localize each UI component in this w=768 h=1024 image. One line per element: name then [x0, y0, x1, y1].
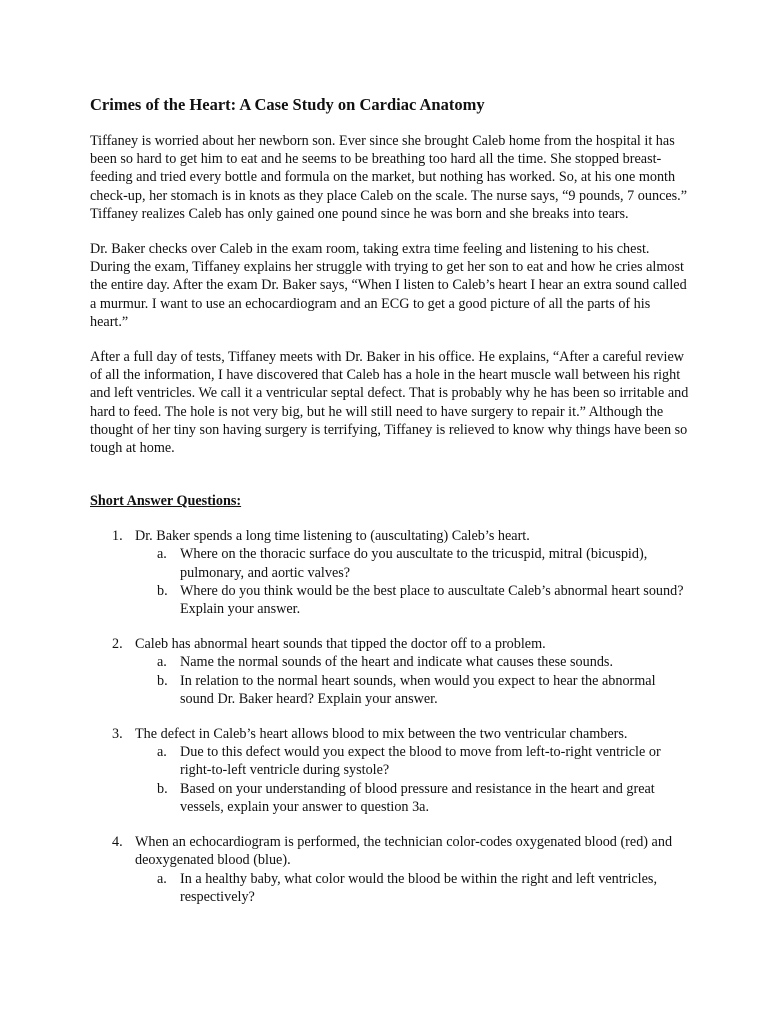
document-page — [90, 95, 690, 923]
sub-question-text: Name the normal sounds of the heart and indicate what causes these sounds. — [180, 654, 613, 671]
sub-question-text: In relation to the normal heart sounds, when would you expect to hear the abnormal sound Dr. Baker heard? Explain your answer. — [180, 672, 656, 707]
sub-question-list — [135, 743, 690, 816]
question-number: 4. — [112, 834, 123, 851]
question-4 — [90, 833, 690, 906]
sub-question-letter: b. — [157, 582, 168, 599]
sub-question — [135, 545, 690, 581]
question-text: Caleb has abnormal heart sounds that tipped the doctor off to a problem. — [135, 636, 546, 653]
sub-question-list — [135, 653, 690, 708]
sub-question-text: In a healthy baby, what color would the blood be within the right and left ventricles, respectively? — [180, 870, 657, 905]
question-number: 3. — [112, 726, 123, 743]
question-text: Dr. Baker spends a long time listening to (auscultating) Caleb’s heart. — [135, 528, 530, 545]
sub-question — [135, 582, 690, 618]
sub-question-list — [135, 545, 690, 618]
case-paragraph-3: After a full day of tests, Tiffaney meets with Dr. Baker in his office. He explains, “After a careful review of all the information, I have discovered that Caleb has a hole in the heart muscle wall between his right and left ventricles. We call it a ventricular septal defect. That is probably why he has been so irritable and hard to feed. The hole is not very big, but he will still need to have surgery to repair it.” Although the thought of her tiny son having surgery is terrifying, Tiffaney is relieved to know why things have been so tough at home. — [90, 349, 689, 457]
question-1 — [90, 527, 690, 618]
sub-question — [135, 653, 690, 671]
sub-question-letter: a. — [157, 546, 167, 563]
sub-question — [135, 672, 690, 708]
question-number: 1. — [112, 528, 123, 545]
question-list — [90, 527, 690, 906]
case-paragraph-2: Dr. Baker checks over Caleb in the exam room, taking extra time feeling and listening to his chest. During the exam, Tiffaney explains her struggle with trying to get her son to eat and how he cries almost the entire day. After the exam Dr. Baker says, “When I listen to Caleb’s heart I hear an extra sound called a murmur. I want to use an echocardiogram and an ECG to get a good picture of all the parts of his heart.” — [90, 241, 687, 330]
sub-question-list — [135, 870, 690, 906]
question-3 — [90, 725, 690, 816]
sub-question — [135, 870, 690, 906]
section-heading: Short Answer Questions: — [90, 493, 242, 510]
sub-question-letter: a. — [157, 654, 167, 671]
question-text: The defect in Caleb’s heart allows blood to mix between the two ventricular chambers. — [135, 726, 628, 743]
sub-question-letter: b. — [157, 672, 168, 689]
sub-question — [135, 780, 690, 816]
question-number: 2. — [112, 636, 123, 653]
sub-question-text: Based on your understanding of blood pressure and resistance in the heart and great vessels, explain your answer to question 3a. — [180, 780, 655, 815]
sub-question-letter: a. — [157, 870, 167, 887]
question-2 — [90, 635, 690, 708]
sub-question-text: Where do you think would be the best place to auscultate Caleb’s abnormal heart sound? Explain your answer. — [180, 582, 684, 618]
case-paragraph-1: Tiffaney is worried about her newborn son. Ever since she brought Caleb home from the hospital it has been so hard to get him to eat and he seems to be breathing too hard all the time. She stopped breast-feeding and tried every bottle and formula on the market, but nothing has worked. So, at his one month check-up, her stomach is in knots as they place Caleb on the scale. The nurse says, “9 pounds, 7 ounces.” Tiffaney realizes Caleb has only gained one pound since he was born and she breaks into tears. — [90, 133, 688, 222]
sub-question-text: Due to this defect would you expect the blood to move from left-to-right ventricle or right-to-left ventricle during systole? — [180, 744, 661, 779]
sub-question-text: Where on the thoracic surface do you auscultate to the tricuspid, mitral (bicuspid), pulmonary, and aortic valves? — [180, 546, 648, 581]
sub-question — [135, 743, 690, 779]
sub-question-letter: a. — [157, 744, 167, 761]
sub-question-letter: b. — [157, 780, 168, 797]
question-text: When an echocardiogram is performed, the technician color-codes oxygenated blood (red) and deoxygenated blood (blue). — [135, 834, 673, 869]
document-title: Crimes of the Heart: A Case Study on Cardiac Anatomy — [90, 95, 485, 114]
